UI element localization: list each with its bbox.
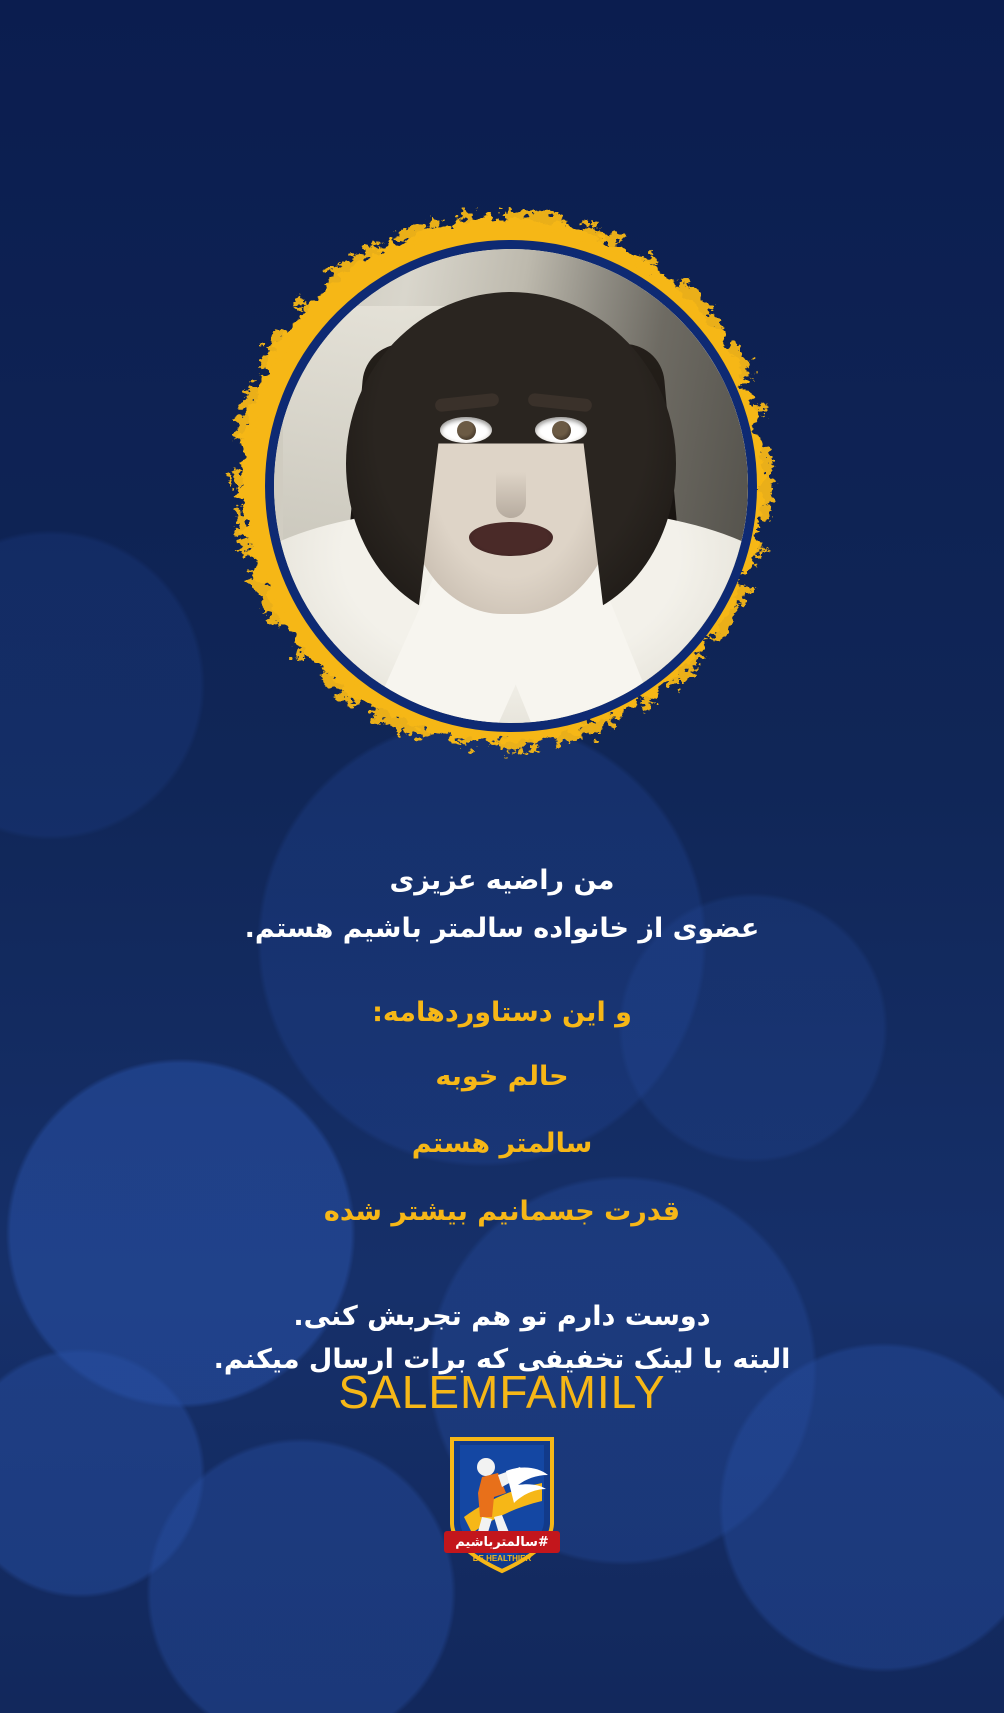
achievement-item-3: قدرت جسمانیم بیشتر شده: [323, 1196, 681, 1228]
intro-line-1: من راضیه عزیزی: [389, 865, 615, 896]
intro-line-2: عضوی از خانواده سالمتر باشیم هستم.: [244, 912, 760, 944]
achievements-heading: و این دستاوردهامه:: [372, 996, 632, 1028]
achievement-item-2: سالمتر هستم: [411, 1128, 593, 1160]
brand-name: SALEMFAMILY: [338, 1366, 666, 1418]
avatar: [265, 240, 757, 732]
outro-line-2: البته با لینک تخفیفی که برات ارسال میکنم.: [213, 1344, 791, 1376]
brand-block: [0, 1365, 1004, 1581]
salemfamily-logo-icon: [442, 1431, 562, 1581]
portrait-block: [202, 195, 802, 775]
logo-sub: BE HEALTHIER: [472, 1554, 532, 1563]
achievement-item-1: حالم خوبه: [435, 1060, 569, 1092]
logo-label: #سالمتر‌باشیم: [455, 1535, 549, 1550]
testimonial-copy: [0, 860, 1004, 1381]
outro-line-1: دوست دارم تو هم تجربش کنی.: [293, 1301, 711, 1333]
